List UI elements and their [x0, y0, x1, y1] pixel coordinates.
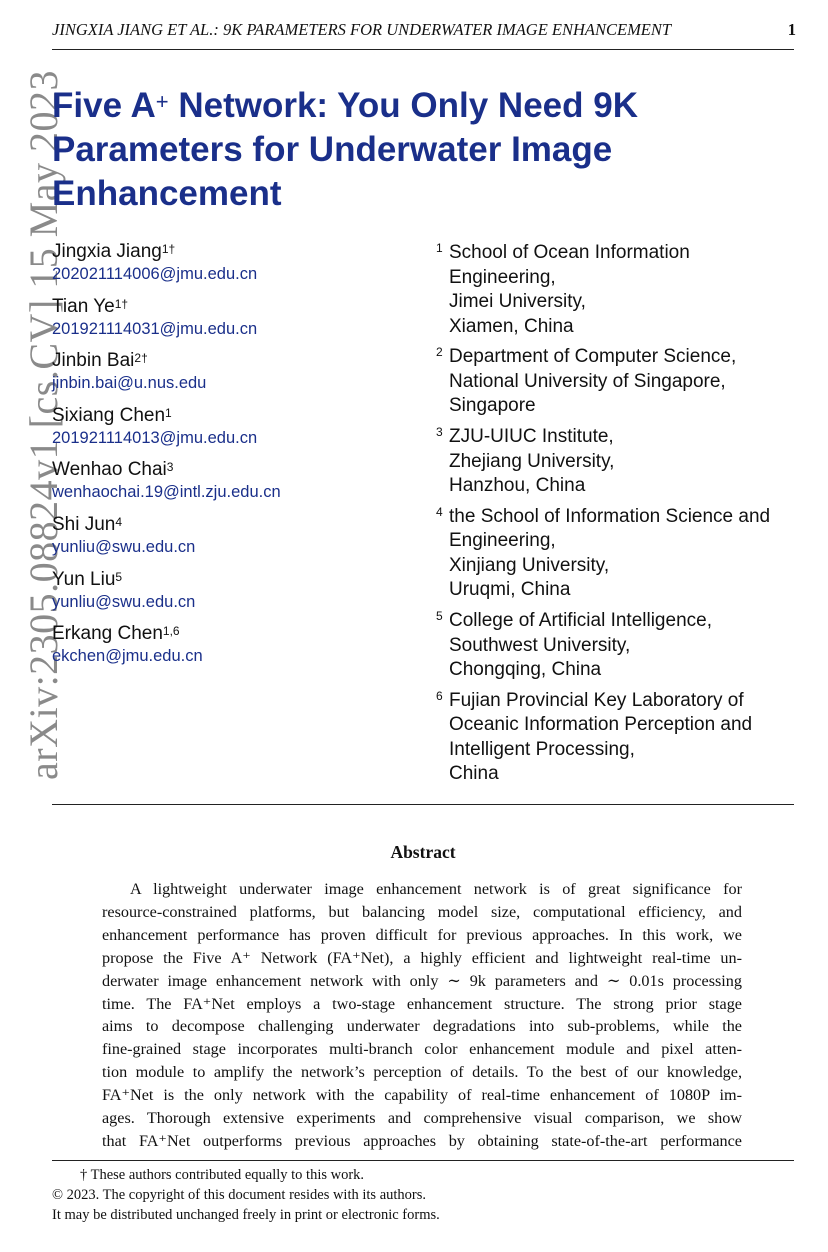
author-name: Jingxia Jiang$^{1\dagger}$ [52, 241, 176, 262]
affiliation-number: 1 [436, 241, 443, 255]
author [52, 350, 412, 405]
affiliation [436, 689, 796, 787]
affiliation-line: College of Artificial Intelligence, [449, 610, 712, 632]
affiliation-line: Zhejiang University, [449, 450, 615, 472]
abstract-line: time. The FA⁺Net employs a two-stage enhancement structure. The strong prior stage [102, 994, 742, 1013]
author [52, 623, 412, 678]
author-email[interactable]: 201921114031@jmu.edu.cn [52, 319, 258, 338]
abstract-line: A lightweight underwater image enhancement network is of great significance for [130, 880, 742, 898]
affiliation-line: Uruqmi, China [449, 579, 571, 601]
abstract-line: that FA⁺Net outperforms previous approaches by obtaining state-of-the-art performance [102, 1131, 742, 1150]
abstract-line: tion module to amplify the network’s perception of details. To the best of our knowledge, [102, 1063, 742, 1082]
affiliation-line: Hanzhou, China [449, 475, 586, 497]
author [52, 296, 412, 351]
title-line-2: Parameters for Underwater Image [52, 130, 613, 169]
affiliation-number: 2 [436, 345, 443, 360]
footnotes [52, 1165, 440, 1225]
affiliation [436, 345, 796, 419]
author [52, 514, 412, 569]
abstract-line: derwater image enhancement network with only ∼ 9k parameters and ∼ 0.01s processing [102, 971, 742, 990]
author-name: Shi Jun$^4$ [52, 513, 123, 535]
footnote-copyright: © 2023. The copyright of this document resides with its authors. [52, 1187, 427, 1203]
author-email[interactable]: jinbin.bai@u.nus.edu [52, 374, 207, 393]
author-email[interactable]: 202021114006@jmu.edu.cn [52, 265, 258, 283]
abstract-line: aims to decompose challenging underwater degradations into sub-problems, while the [102, 1017, 742, 1036]
abstract-body [102, 878, 742, 1153]
title-superscript: + [155, 89, 169, 114]
author-list [52, 241, 412, 678]
footnote-rule [52, 1160, 794, 1161]
affiliation-line: Southwest University, [449, 634, 631, 656]
affiliation-line: Chongqing, China [449, 659, 602, 681]
affiliation-line: Oceanic Information Perception and [449, 714, 753, 736]
abstract-line: ages. Thorough extensive experiments and comprehensive visual comparison, we show [102, 1109, 742, 1128]
footnote-distribution: It may be distributed unchanged freely in print or electronic forms. [52, 1207, 440, 1223]
affiliation-line: the School of Information Science and [449, 505, 771, 527]
affiliation [436, 609, 796, 683]
affiliation [436, 241, 796, 339]
affiliation [436, 505, 796, 603]
affiliation-line: Fujian Provincial Key Laboratory of [449, 689, 744, 711]
author [52, 569, 412, 624]
affiliation-line: Engineering, [449, 530, 556, 552]
paper-title [52, 84, 772, 216]
author-name: Wenhao Chai$^3$ [52, 459, 174, 481]
title-line-1 [52, 86, 638, 125]
arxiv-stamp: arXiv:2305.08824v1 [cs.CV] 15 May 2023 [21, 69, 66, 780]
page-number: 1 [787, 20, 796, 39]
author-email[interactable]: yunliu@swu.edu.cn [52, 537, 196, 556]
affiliation-number: 5 [436, 609, 443, 624]
author-email[interactable]: wenhaochai.19@intl.zju.edu.cn [52, 483, 281, 502]
author-name: Jinbin Bai$^{2\dagger}$ [52, 350, 148, 372]
author-name: Yun Liu$^5$ [52, 568, 123, 590]
affiliation-line: Department of Computer Science, [449, 346, 737, 368]
affiliation-line: School of Ocean Information [449, 242, 690, 263]
affiliation-list [436, 241, 796, 793]
abstract-line: enhancement performance has proven difficult for previous approaches. In this work, we [102, 925, 742, 944]
affiliation-line: Engineering, [449, 266, 556, 288]
author-name: Tian $Ye^{1\dagger}$ [52, 295, 129, 317]
abstract-line: FA⁺Net is the only network with the capability of real-time enhancement of 1080P im- [102, 1086, 742, 1105]
affiliation [436, 425, 796, 499]
affiliation-line: Jimei University, [449, 291, 586, 312]
abstract-line: fine-grained stage incorporates multi-branch color enhancement module and pixel atten- [102, 1040, 742, 1059]
affiliation-line: China [449, 763, 499, 785]
title-text: Network: You Only Need 9K [168, 86, 638, 125]
affiliation-number: 3 [436, 425, 443, 440]
header-rule [52, 49, 794, 50]
affiliation-number: 4 [436, 504, 443, 519]
affiliation-line: Xinjiang University, [449, 554, 610, 576]
abstract-line: resource-constrained platforms, but balancing model size, computational efficiency, and [102, 902, 742, 921]
author [52, 459, 412, 514]
author-name: Sixiang Chen$^1$ [52, 404, 172, 426]
author-name: Erkang Chen$^{1,6}$ [52, 623, 180, 645]
running-header [52, 20, 796, 40]
author-email[interactable]: ekchen@jmu.edu.cn [52, 647, 203, 666]
abstract-line: propose the Five A⁺ Network (FA⁺Net), a highly efficient and lightweight real-time un- [102, 948, 742, 967]
affiliation-line: National University of Singapore, [449, 370, 726, 392]
author-email[interactable]: yunliu@swu.edu.cn [52, 592, 196, 611]
footnote-equal-contribution: † These authors contributed equally to this work. [80, 1167, 365, 1183]
author [52, 241, 412, 296]
affiliation-line: Xiamen, China [449, 315, 574, 337]
affiliation-line: Intelligent Processing, [449, 738, 635, 760]
author-email[interactable]: 201921114013@jmu.edu.cn [52, 428, 258, 447]
title-line-3: Enhancement [52, 174, 282, 213]
affiliation-line: Singapore [449, 395, 536, 417]
affiliation-line: ZJU-UIUC Institute, [449, 426, 614, 448]
abstract-heading: Abstract [390, 842, 456, 862]
running-title: JINGXIA JIANG ET AL.: 9K PARAMETERS FOR UNDERWATER IMAGE ENHANCEMENT [52, 20, 672, 39]
title-text: Five A [52, 86, 156, 125]
section-divider [52, 804, 794, 805]
author [52, 405, 412, 460]
affiliation-number: 6 [436, 688, 443, 703]
